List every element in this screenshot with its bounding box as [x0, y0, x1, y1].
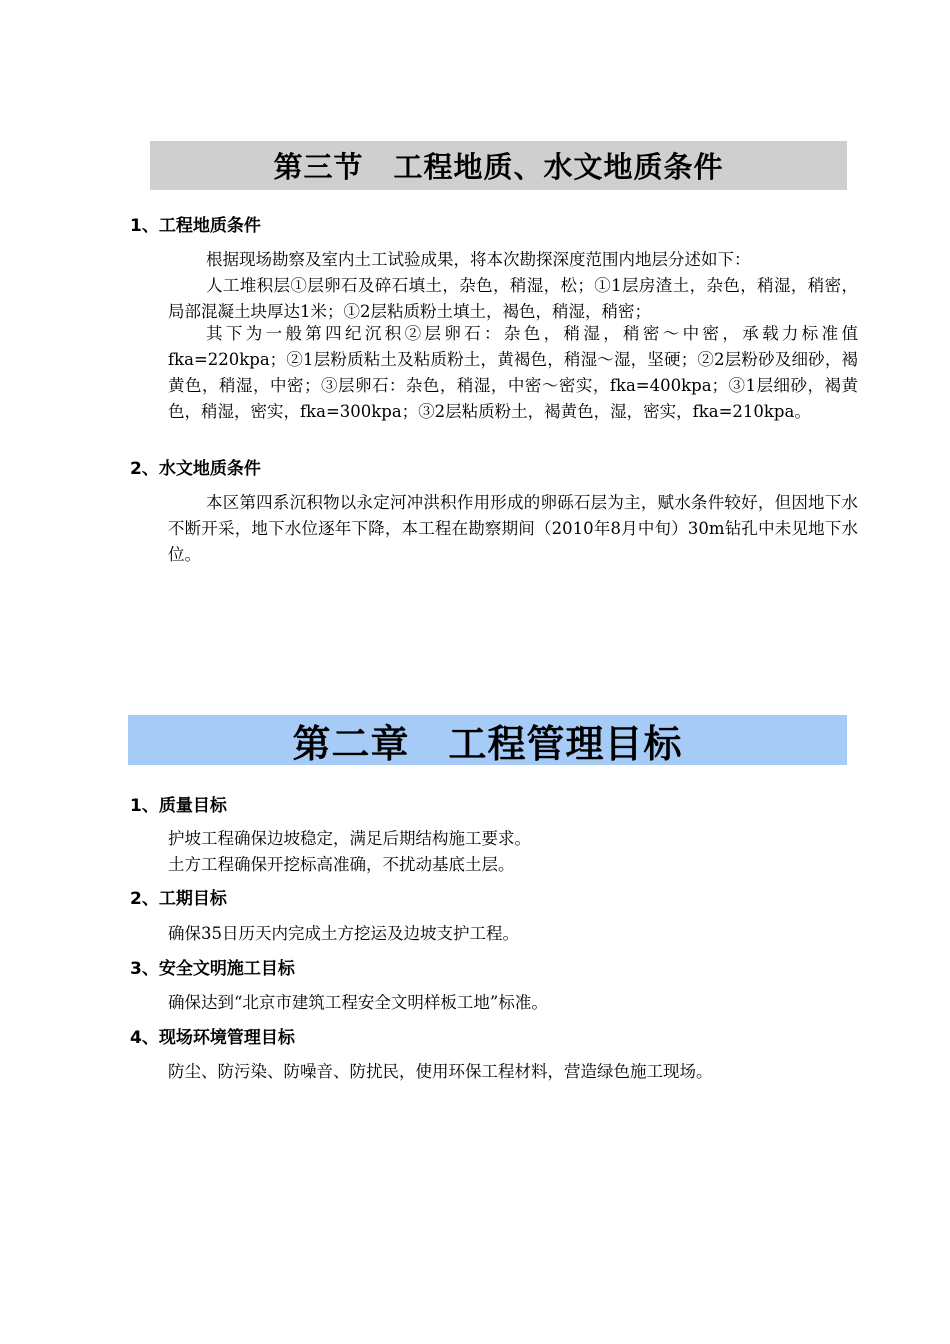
geology-paragraph-intro: 根据现场勘察及室内土工试验成果，将本次勘探深度范围内地层分述如下：	[206, 250, 751, 269]
quality-goal-heading: 1、质量目标	[130, 796, 227, 816]
quality-goal-line: 护坡工程确保边坡稳定，满足后期结构施工要求。	[168, 829, 531, 848]
chapter-banner	[128, 715, 847, 765]
schedule-goal-heading: 2、工期目标	[130, 889, 227, 909]
section-banner	[150, 141, 847, 190]
safety-goal-line: 确保达到“北京市建筑工程安全文明样板工地”标准。	[168, 993, 548, 1012]
geology-heading: 1、工程地质条件	[130, 216, 261, 236]
schedule-goal-line: 确保35日历天内完成土方挖运及边坡支护工程。	[168, 924, 519, 943]
geology-paragraph-fill-layer: 人工堆积层①层卵石及碎石填土，杂色，稍湿，松；①1层房渣土，杂色，稍湿，稍密，局部混凝土块厚达1米；①2层粘质粉土填土，褐色，稍湿，稍密；	[168, 276, 858, 321]
quality-goal-line: 土方工程确保开挖标高准确，不扰动基底土层。	[168, 855, 515, 874]
section-title: 第三节 工程地质、水文地质条件	[273, 150, 724, 184]
hydro-paragraph: 本区第四系沉积物以永定河冲洪积作用形成的卵砾石层为主，赋水条件较好，但因地下水不断开采，地下水位逐年下降，本工程在勘察期间（2010年8月中旬）30m钻孔中未见地下水位。	[168, 493, 858, 564]
safety-goal-heading: 3、安全文明施工目标	[130, 959, 295, 979]
chapter-title: 第二章 工程管理目标	[292, 721, 683, 766]
environment-goal-line: 防尘、防污染、防噪音、防扰民，使用环保工程材料，营造绿色施工现场。	[168, 1062, 713, 1081]
geology-paragraph-quaternary: 其下为一般第四纪沉积②层卵石：杂色，稍湿，稍密～中密，承载力标准值fka=220kpa；②1层粉质粘土及粘质粉土，黄褐色，稍湿～湿，坚硬；②2层粉砂及细砂，褐黄色，稍湿，中密；③层卵石：杂色，稍湿，中密～密实，fka=400kpa；③1层细砂，褐黄色，稍湿，密实，fka=300kpa；③2层粘质粉土，褐黄色，湿，密实，fka=210kpa。	[168, 324, 858, 421]
environment-goal-heading: 4、现场环境管理目标	[130, 1028, 295, 1048]
hydro-heading: 2、水文地质条件	[130, 459, 261, 479]
